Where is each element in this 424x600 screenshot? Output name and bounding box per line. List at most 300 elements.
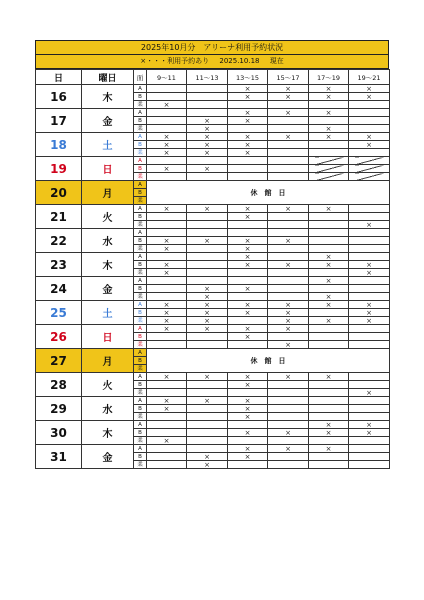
slot-cell — [309, 141, 349, 149]
surface-cell: B — [134, 333, 147, 341]
slot-cell: × — [268, 301, 309, 309]
surface-cell: B — [134, 141, 147, 149]
weekday-cell: 火 — [82, 205, 134, 229]
date-cell: 20 — [36, 181, 82, 205]
slot-cell — [268, 333, 309, 341]
slot-cell — [147, 389, 187, 397]
date-cell: 26 — [36, 325, 82, 349]
day-row — [36, 181, 390, 189]
slot-cell — [268, 437, 309, 445]
surface-cell: 柔 — [134, 461, 147, 469]
slot-cell — [147, 277, 187, 285]
slot-cell — [268, 221, 309, 229]
legend-date: 2025.10.18 — [219, 57, 260, 65]
slot-cell — [147, 93, 187, 101]
slot-cell — [228, 101, 268, 109]
slot-cell — [268, 125, 309, 133]
slot-cell — [268, 285, 309, 293]
slot-cell — [228, 165, 268, 173]
surface-cell: A — [134, 325, 147, 333]
slot-cell — [349, 165, 390, 173]
surface-cell: A — [134, 301, 147, 309]
reservation-table — [35, 69, 390, 469]
slot-cell — [309, 461, 349, 469]
slot-cell — [187, 109, 228, 117]
slot-cell — [309, 309, 349, 317]
header-date: 日 — [36, 70, 82, 85]
slot-cell — [147, 381, 187, 389]
day-row — [36, 109, 390, 117]
slot-cell — [349, 445, 390, 453]
slot-cell: × — [147, 317, 187, 325]
slot-cell — [228, 293, 268, 301]
surface-cell: 柔 — [134, 173, 147, 181]
reservation-body — [36, 85, 390, 469]
surface-cell: 柔 — [134, 317, 147, 325]
slot-cell: × — [309, 261, 349, 269]
slot-cell: × — [228, 213, 268, 221]
day-row — [36, 397, 390, 405]
header-slot-3: 13〜15 — [228, 70, 268, 85]
slot-cell — [349, 213, 390, 221]
date-cell: 23 — [36, 253, 82, 277]
slot-cell: × — [309, 445, 349, 453]
slot-cell — [147, 173, 187, 181]
day-row — [36, 157, 390, 165]
slot-cell: × — [349, 221, 390, 229]
day-row — [36, 349, 390, 357]
surface-cell: 柔 — [134, 221, 147, 229]
slot-cell: × — [187, 301, 228, 309]
surface-cell: B — [134, 285, 147, 293]
slot-cell — [349, 117, 390, 125]
slot-cell: × — [147, 237, 187, 245]
surface-cell: A — [134, 277, 147, 285]
surface-cell: B — [134, 93, 147, 101]
slot-cell: × — [228, 333, 268, 341]
slot-cell: × — [268, 237, 309, 245]
slot-cell — [147, 85, 187, 93]
slot-cell: × — [187, 117, 228, 125]
slot-cell: × — [228, 381, 268, 389]
slot-cell — [309, 285, 349, 293]
legend-bar — [35, 55, 389, 69]
slot-cell — [228, 277, 268, 285]
slot-cell: × — [268, 85, 309, 93]
slot-cell — [268, 157, 309, 165]
slot-cell — [349, 109, 390, 117]
surface-cell: 柔 — [134, 125, 147, 133]
slot-cell: × — [309, 293, 349, 301]
slot-cell — [349, 413, 390, 421]
slot-cell — [228, 173, 268, 181]
slot-cell — [268, 389, 309, 397]
slot-cell — [187, 421, 228, 429]
slot-cell — [349, 125, 390, 133]
slot-cell: × — [268, 373, 309, 381]
weekday-cell: 月 — [82, 349, 134, 373]
slot-cell — [268, 149, 309, 157]
slot-cell — [147, 453, 187, 461]
header-slot-2: 11〜13 — [187, 70, 228, 85]
slot-cell: × — [309, 253, 349, 261]
slot-cell: × — [349, 141, 390, 149]
slot-cell — [187, 261, 228, 269]
legend-status: 現在 — [269, 57, 284, 65]
slot-cell — [349, 397, 390, 405]
slot-cell: × — [349, 93, 390, 101]
slot-cell: × — [187, 373, 228, 381]
surface-cell: B — [134, 189, 147, 197]
slot-cell — [187, 213, 228, 221]
slot-cell: × — [309, 429, 349, 437]
header-slot-6: 19〜21 — [349, 70, 390, 85]
header-row — [36, 70, 390, 85]
slot-cell: × — [309, 109, 349, 117]
slot-cell: × — [268, 109, 309, 117]
slot-cell: × — [349, 309, 390, 317]
slot-cell: × — [349, 261, 390, 269]
slot-cell — [268, 397, 309, 405]
slot-cell: × — [187, 141, 228, 149]
slot-cell: × — [187, 285, 228, 293]
slot-cell: × — [309, 373, 349, 381]
surface-cell: 柔 — [134, 149, 147, 157]
surface-cell: 柔 — [134, 245, 147, 253]
slot-cell — [268, 381, 309, 389]
slot-cell: × — [228, 373, 268, 381]
slot-cell: × — [187, 325, 228, 333]
slot-cell — [147, 341, 187, 349]
slot-cell — [349, 237, 390, 245]
slot-cell: × — [228, 309, 268, 317]
date-cell: 18 — [36, 133, 82, 157]
slot-cell — [147, 221, 187, 229]
slot-cell — [309, 341, 349, 349]
surface-cell: A — [134, 109, 147, 117]
date-cell: 27 — [36, 349, 82, 373]
slot-cell: × — [268, 205, 309, 213]
surface-cell: B — [134, 357, 147, 365]
weekday-cell: 水 — [82, 229, 134, 253]
weekday-cell: 月 — [82, 181, 134, 205]
slot-cell: × — [147, 301, 187, 309]
surface-cell: A — [134, 181, 147, 189]
slot-cell — [187, 101, 228, 109]
slot-cell — [309, 325, 349, 333]
slot-cell: × — [268, 133, 309, 141]
slot-cell — [147, 157, 187, 165]
slot-cell: × — [228, 397, 268, 405]
slot-cell: × — [228, 117, 268, 125]
slot-cell: × — [349, 85, 390, 93]
surface-cell: A — [134, 445, 147, 453]
surface-cell: A — [134, 421, 147, 429]
slot-cell — [309, 229, 349, 237]
slot-cell — [147, 213, 187, 221]
slot-cell — [349, 149, 390, 157]
slot-cell — [187, 253, 228, 261]
slot-cell — [187, 429, 228, 437]
weekday-cell: 木 — [82, 85, 134, 109]
slot-cell: × — [228, 261, 268, 269]
slot-cell: × — [228, 429, 268, 437]
weekday-cell: 日 — [82, 157, 134, 181]
slot-cell — [187, 413, 228, 421]
slot-cell — [309, 437, 349, 445]
slot-cell: × — [187, 293, 228, 301]
slot-cell: × — [187, 125, 228, 133]
surface-cell: 柔 — [134, 341, 147, 349]
slot-cell: × — [187, 397, 228, 405]
slot-cell — [349, 381, 390, 389]
slot-cell — [147, 117, 187, 125]
day-row — [36, 301, 390, 309]
slot-cell — [309, 405, 349, 413]
date-cell: 16 — [36, 85, 82, 109]
surface-cell: 柔 — [134, 437, 147, 445]
slot-cell: × — [228, 325, 268, 333]
slot-cell — [309, 413, 349, 421]
weekday-cell: 日 — [82, 325, 134, 349]
date-cell: 31 — [36, 445, 82, 469]
surface-cell: 柔 — [134, 101, 147, 109]
slot-cell: × — [228, 205, 268, 213]
slot-cell — [147, 253, 187, 261]
weekday-cell: 木 — [82, 253, 134, 277]
slot-cell — [147, 293, 187, 301]
slot-cell — [187, 229, 228, 237]
slot-cell — [228, 437, 268, 445]
slot-cell — [309, 117, 349, 125]
slot-cell — [309, 221, 349, 229]
slot-cell — [187, 85, 228, 93]
closed-label: 休 館 日 — [147, 349, 390, 373]
slot-cell — [309, 397, 349, 405]
slot-cell — [268, 253, 309, 261]
weekday-cell: 火 — [82, 373, 134, 397]
surface-cell: A — [134, 397, 147, 405]
surface-cell: A — [134, 229, 147, 237]
slot-cell: × — [228, 133, 268, 141]
slot-cell: × — [228, 237, 268, 245]
slot-cell — [228, 125, 268, 133]
slot-cell: × — [228, 405, 268, 413]
slot-cell: × — [349, 389, 390, 397]
slot-cell — [228, 421, 268, 429]
slot-cell — [187, 405, 228, 413]
slot-cell — [268, 173, 309, 181]
slot-cell: × — [187, 165, 228, 173]
weekday-cell: 土 — [82, 133, 134, 157]
weekday-cell: 金 — [82, 277, 134, 301]
slot-cell: × — [147, 373, 187, 381]
slot-cell: × — [349, 133, 390, 141]
slot-cell — [309, 453, 349, 461]
slot-cell: × — [187, 317, 228, 325]
slot-cell — [349, 405, 390, 413]
slot-cell — [268, 269, 309, 277]
slot-cell: × — [187, 461, 228, 469]
slot-cell: × — [187, 309, 228, 317]
slot-cell — [349, 285, 390, 293]
slot-cell — [349, 437, 390, 445]
surface-cell: 柔 — [134, 389, 147, 397]
slot-cell: × — [309, 301, 349, 309]
slot-cell: × — [147, 205, 187, 213]
slot-cell — [349, 205, 390, 213]
date-cell: 30 — [36, 421, 82, 445]
slot-cell — [349, 157, 390, 165]
slot-cell — [268, 245, 309, 253]
surface-cell: B — [134, 453, 147, 461]
surface-cell: A — [134, 253, 147, 261]
slot-cell — [268, 277, 309, 285]
weekday-cell: 木 — [82, 421, 134, 445]
slot-cell — [147, 461, 187, 469]
weekday-cell: 金 — [82, 445, 134, 469]
header-slot-5: 17〜19 — [309, 70, 349, 85]
header-surface: 面 — [134, 70, 147, 85]
slot-cell: × — [228, 285, 268, 293]
slot-cell — [228, 317, 268, 325]
slot-cell: × — [268, 429, 309, 437]
slot-cell: × — [228, 245, 268, 253]
slot-cell — [268, 293, 309, 301]
slot-cell — [309, 149, 349, 157]
slot-cell — [309, 389, 349, 397]
slot-cell: × — [349, 301, 390, 309]
slot-cell: × — [147, 245, 187, 253]
date-cell: 19 — [36, 157, 82, 181]
slot-cell — [268, 453, 309, 461]
slot-cell — [187, 389, 228, 397]
reservation-sheet — [35, 40, 389, 469]
date-cell: 17 — [36, 109, 82, 133]
slot-cell: × — [228, 301, 268, 309]
slot-cell — [268, 421, 309, 429]
slot-cell: × — [187, 205, 228, 213]
slot-cell: × — [187, 149, 228, 157]
weekday-cell: 土 — [82, 301, 134, 325]
slot-cell — [147, 413, 187, 421]
slot-cell: × — [309, 277, 349, 285]
slot-cell: × — [309, 205, 349, 213]
day-row — [36, 133, 390, 141]
weekday-cell: 水 — [82, 397, 134, 421]
slot-cell: × — [187, 453, 228, 461]
slot-cell: × — [147, 133, 187, 141]
date-cell: 24 — [36, 277, 82, 301]
surface-cell: B — [134, 309, 147, 317]
slot-cell — [268, 229, 309, 237]
slot-cell: × — [309, 317, 349, 325]
slot-cell: × — [309, 421, 349, 429]
slot-cell — [187, 437, 228, 445]
slot-cell — [309, 381, 349, 389]
slot-cell: × — [268, 309, 309, 317]
surface-cell: A — [134, 205, 147, 213]
day-row — [36, 229, 390, 237]
slot-cell — [187, 445, 228, 453]
slot-cell: × — [309, 125, 349, 133]
slot-cell — [268, 101, 309, 109]
surface-cell: B — [134, 381, 147, 389]
surface-cell: A — [134, 349, 147, 357]
slot-cell: × — [349, 421, 390, 429]
header-slot-4: 15〜17 — [268, 70, 309, 85]
day-row — [36, 373, 390, 381]
page-title: 2025年10月分 アリーナ利用予約状況 — [35, 40, 389, 55]
day-row — [36, 445, 390, 453]
slot-cell — [349, 453, 390, 461]
surface-cell: B — [134, 237, 147, 245]
surface-cell: 柔 — [134, 269, 147, 277]
slot-cell — [228, 269, 268, 277]
slot-cell: × — [309, 85, 349, 93]
slot-cell — [268, 461, 309, 469]
slot-cell: × — [187, 133, 228, 141]
slot-cell: × — [268, 261, 309, 269]
day-row — [36, 325, 390, 333]
surface-cell: A — [134, 373, 147, 381]
surface-cell: B — [134, 117, 147, 125]
slot-cell: × — [349, 429, 390, 437]
date-cell: 29 — [36, 397, 82, 421]
slot-cell: × — [228, 141, 268, 149]
surface-cell: B — [134, 165, 147, 173]
surface-cell: A — [134, 85, 147, 93]
slot-cell — [349, 373, 390, 381]
closed-label: 休 館 日 — [147, 181, 390, 205]
slot-cell: × — [349, 269, 390, 277]
slot-cell — [349, 229, 390, 237]
day-row — [36, 85, 390, 93]
slot-cell: × — [147, 405, 187, 413]
slot-cell: × — [228, 253, 268, 261]
day-row — [36, 277, 390, 285]
slot-cell — [268, 213, 309, 221]
slot-cell — [187, 245, 228, 253]
slot-cell — [187, 221, 228, 229]
day-row — [36, 421, 390, 429]
surface-cell: 柔 — [134, 293, 147, 301]
slot-cell — [228, 341, 268, 349]
slot-cell — [228, 461, 268, 469]
slot-cell — [187, 333, 228, 341]
slot-cell: × — [268, 93, 309, 101]
date-cell: 22 — [36, 229, 82, 253]
slot-cell — [309, 213, 349, 221]
slot-cell — [147, 109, 187, 117]
slot-cell: × — [147, 325, 187, 333]
slot-cell — [309, 165, 349, 173]
slot-cell — [349, 101, 390, 109]
surface-cell: 柔 — [134, 197, 147, 205]
slot-cell: × — [268, 341, 309, 349]
surface-cell: 柔 — [134, 365, 147, 373]
slot-cell — [349, 341, 390, 349]
slot-cell: × — [268, 317, 309, 325]
slot-cell — [228, 221, 268, 229]
slot-cell — [268, 405, 309, 413]
slot-cell — [349, 333, 390, 341]
slot-cell — [309, 245, 349, 253]
slot-cell — [349, 461, 390, 469]
slot-cell — [349, 245, 390, 253]
slot-cell — [349, 277, 390, 285]
slot-cell — [349, 293, 390, 301]
